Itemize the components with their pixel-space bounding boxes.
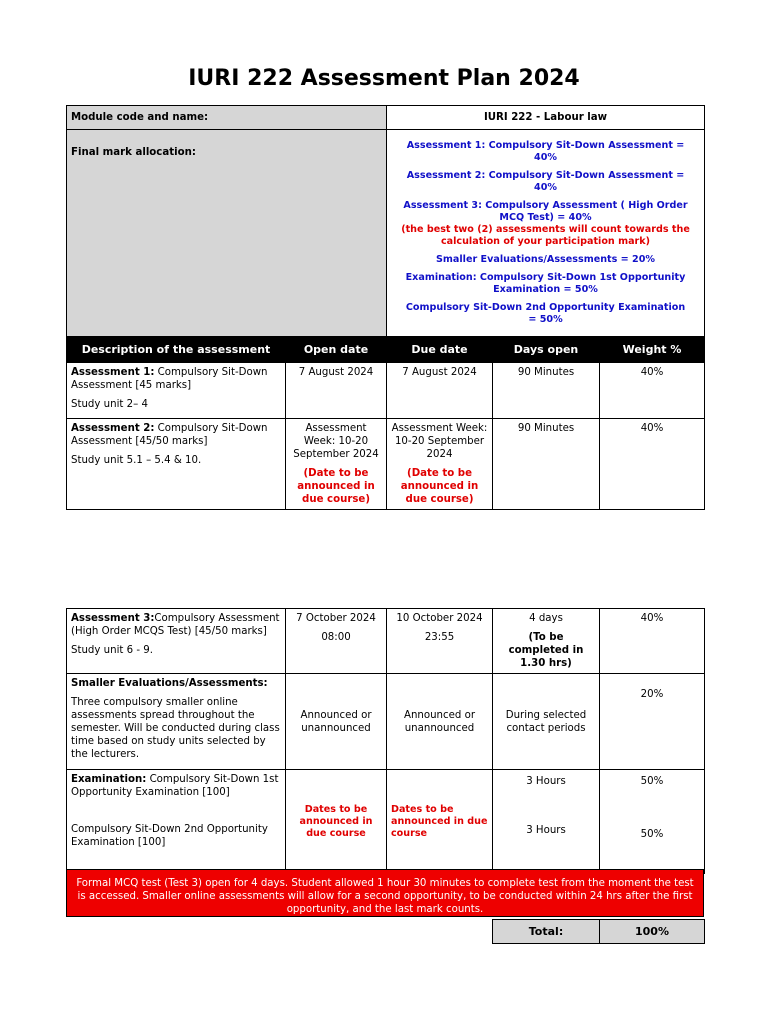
small-title: Smaller Evaluations/Assessments: xyxy=(71,678,268,689)
a2-description xyxy=(67,419,286,510)
module-value: IURI 222 - Labour law xyxy=(387,106,705,130)
table-row-examination xyxy=(67,770,705,874)
allocation-exam1: Examination: Compulsory Sit-Down 1st Opportunity Examination = 50% xyxy=(405,272,686,295)
total-label: Total: xyxy=(493,920,600,944)
a1-desc: Compulsory Sit-Down Assessment [45 marks] xyxy=(71,367,268,391)
a3-open-time: 08:00 xyxy=(321,632,351,643)
exam-desc1: Compulsory Sit-Down 1st Opportunity Examination [100] xyxy=(71,774,279,798)
allocation-a2: Assessment 2: Compulsory Sit-Down Assessment = 40% xyxy=(406,170,685,193)
allocation-list xyxy=(387,130,705,337)
a2-title: Assessment 2: xyxy=(71,423,155,434)
exam-open: Dates to be announced in due course xyxy=(286,770,387,874)
exam-days1: 3 Hours xyxy=(526,776,566,787)
table-row-assessment-3 xyxy=(67,609,705,674)
a2-days: 90 Minutes xyxy=(493,419,600,510)
small-open: Announced or unannounced xyxy=(286,674,387,770)
exam-weight-cell xyxy=(600,770,705,874)
module-label: Module code and name: xyxy=(67,106,387,130)
header-days-open: Days open xyxy=(493,337,600,363)
a3-description xyxy=(67,609,286,674)
a3-unit: Study unit 6 - 9. xyxy=(71,645,153,656)
total-value: 100% xyxy=(600,920,705,944)
a3-days: 4 days xyxy=(529,613,563,624)
allocation-a3: Assessment 3: Compulsory Assessment ( High Order MCQ Test) = 40% xyxy=(403,200,688,223)
a2-desc: Compulsory Sit-Down Assessment [45/50 marks] xyxy=(71,423,268,447)
a2-open: Assessment Week: 10-20 September 2024 xyxy=(293,423,379,460)
total-row xyxy=(493,920,705,944)
a3-due-time: 23:55 xyxy=(424,632,455,643)
page-title: IURI 222 Assessment Plan 2024 xyxy=(188,66,580,91)
a2-open-cell xyxy=(286,419,387,510)
mcq-notice-banner: Formal MCQ test (Test 3) open for 4 days. Student allowed 1 hour 30 minutes to complete test from the moment the test is accessed. Smaller online assessments will allow for a second opportunity, to be conducted within 24 hrs after the first opportunity, and the last mark counts. xyxy=(66,869,704,917)
exam-weight2: 50% xyxy=(640,829,664,840)
exam-due: Dates to be announced in due course xyxy=(387,770,493,874)
allocation-small: Smaller Evaluations/Assessments = 20% xyxy=(436,254,656,265)
a1-unit: Study unit 2– 4 xyxy=(71,399,148,410)
total-table xyxy=(492,919,705,944)
exam-desc2: Compulsory Sit-Down 2nd Opportunity Examination [100] xyxy=(71,824,268,848)
a1-due: 7 August 2024 xyxy=(387,363,493,419)
a3-desc: Compulsory Assessment (High Order MCQS Test) [45/50 marks] xyxy=(71,613,280,637)
a2-due-cell xyxy=(387,419,493,510)
a1-description xyxy=(67,363,286,419)
header-due-date: Due date xyxy=(387,337,493,363)
table-row-assessment-1 xyxy=(67,363,705,419)
a1-title: Assessment 1: xyxy=(71,367,155,378)
table-header-row xyxy=(67,337,705,363)
allocation-exam2: Compulsory Sit-Down 2nd Opportunity Examination = 50% xyxy=(405,302,686,325)
a1-weight: 40% xyxy=(600,363,705,419)
a3-days-cell xyxy=(493,609,600,674)
a3-title: Assessment 3: xyxy=(71,613,155,624)
small-days: During selected contact periods xyxy=(493,674,600,770)
small-weight: 20% xyxy=(600,674,705,770)
a2-unit: Study unit 5.1 – 5.4 & 10. xyxy=(71,455,202,466)
a2-due-note: (Date to be announced in due course) xyxy=(400,468,479,505)
allocation-a1: Assessment 1: Compulsory Sit-Down Assessment = 40% xyxy=(406,140,685,163)
table-row-assessment-2 xyxy=(67,419,705,510)
small-due: Announced or unannounced xyxy=(387,674,493,770)
a2-open-note: (Date to be announced in due course) xyxy=(297,468,375,505)
small-desc: Three compulsory smaller online assessments spread throughout the semester. Will be conducted during class time based on study units selected by the lecturers. xyxy=(71,697,280,760)
allocation-row xyxy=(67,130,705,337)
allocation-best-two-note: (the best two (2) assessments will count towards the calculation of your participation mark) xyxy=(401,224,690,247)
assessment-table-bottom xyxy=(66,608,705,874)
table-row-smaller-evaluations xyxy=(67,674,705,770)
header-description: Description of the assessment xyxy=(67,337,286,363)
assessment-table-top xyxy=(66,105,705,510)
a1-open: 7 August 2024 xyxy=(286,363,387,419)
a2-weight: 40% xyxy=(600,419,705,510)
exam-days-cell xyxy=(493,770,600,874)
a3-weight: 40% xyxy=(600,609,705,674)
exam-description xyxy=(67,770,286,874)
header-weight: Weight % xyxy=(600,337,705,363)
module-row xyxy=(67,106,705,130)
small-description xyxy=(67,674,286,770)
a1-days: 90 Minutes xyxy=(493,363,600,419)
header-open-date: Open date xyxy=(286,337,387,363)
exam-title: Examination: xyxy=(71,774,147,785)
allocation-label: Final mark allocation: xyxy=(67,130,387,337)
a2-due: Assessment Week: 10-20 September 2024 xyxy=(391,423,488,460)
exam-weight1: 50% xyxy=(640,776,664,787)
exam-days2: 3 Hours xyxy=(526,825,566,836)
a3-open: 7 October 2024 xyxy=(296,613,376,624)
a3-open-cell xyxy=(286,609,387,674)
a3-due-cell xyxy=(387,609,493,674)
a3-due: 10 October 2024 xyxy=(396,613,483,624)
a3-days-note: (To be completed in 1.30 hrs) xyxy=(508,632,584,669)
